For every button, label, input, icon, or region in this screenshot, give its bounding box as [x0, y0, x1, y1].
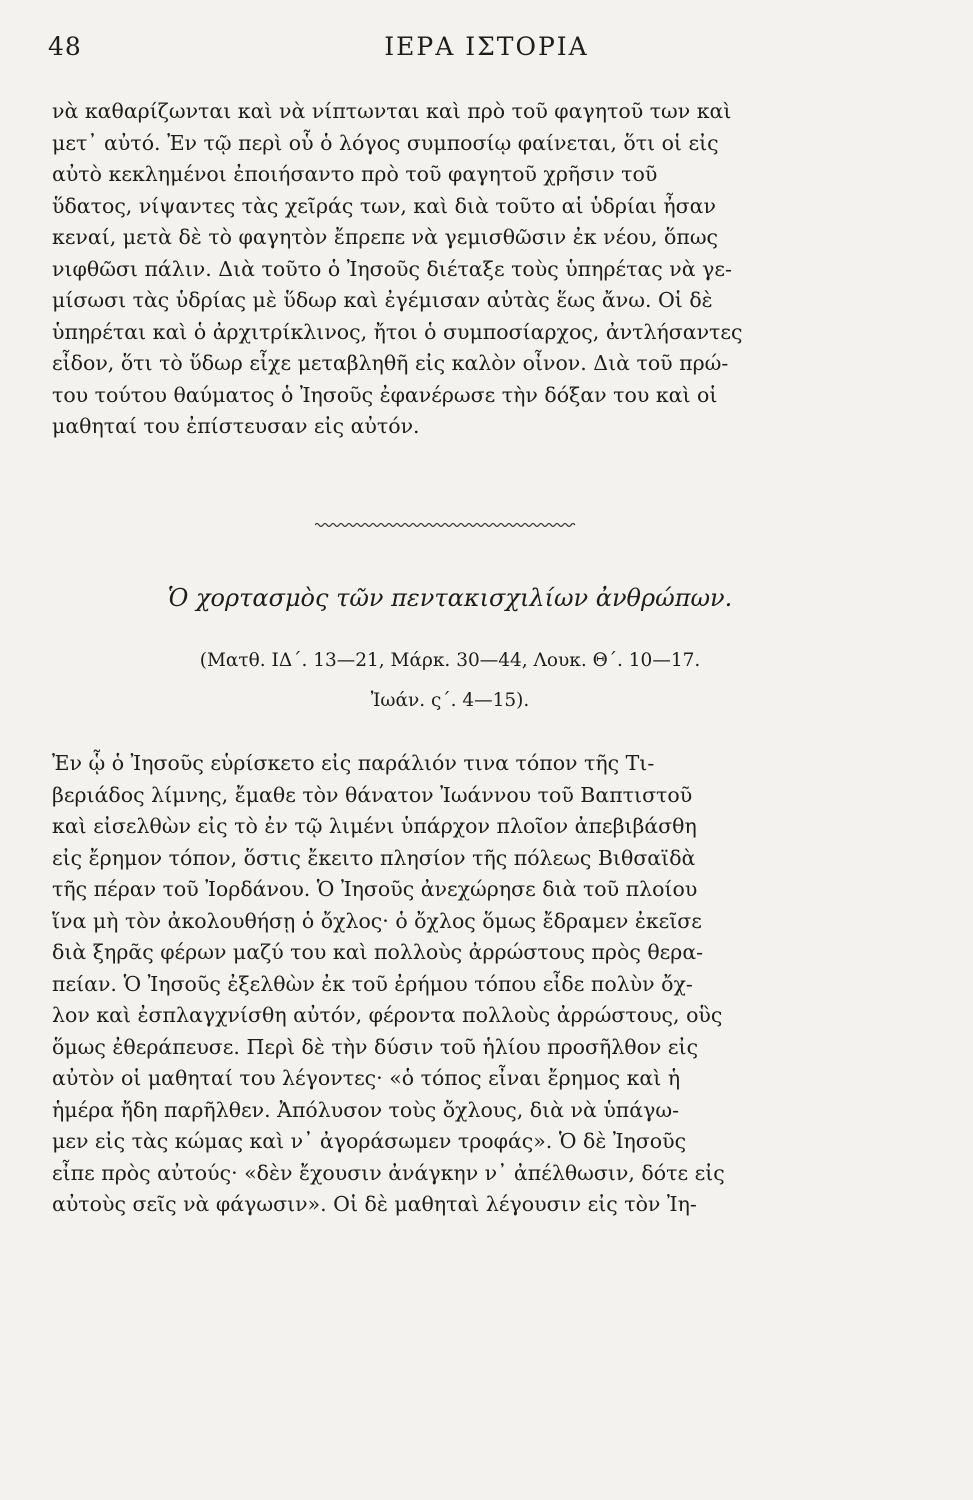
scripture-reference: (Ματθ. ΙΔ΄. 13—21, Μάρκ. 30—44, Λουκ. Θ΄. 10—17. — [199, 650, 701, 671]
paragraph-1 — [52, 96, 850, 443]
text-line: μεν εἰς τὰς κώμας καὶ ν᾽ ἀγοράσωμεν τροφάς». Ὁ δὲ Ἰησοῦς — [52, 1129, 687, 1153]
text-line: αὐτὸ κεκλημένοι ἐποιήσαντο πρὸ τοῦ φαγητοῦ χρῆσιν τοῦ — [52, 162, 658, 186]
text-line: Ἐν ᾧ ὁ Ἰησοῦς εὑρίσκετο εἰς παράλιόν τινα τόπον τῆς Τι- — [52, 751, 655, 775]
text-line: εἶδον, ὅτι τὸ ὕδωρ εἶχε μεταβληθῆ εἰς καλὸν οἶνον. Διὰ τοῦ πρώ- — [52, 351, 729, 375]
running-head: ΙΕΡΑ ΙΣΤΟΡΙΑ — [384, 32, 589, 61]
text-line: μετ᾽ αὐτό. Ἐν τῷ περὶ οὗ ὁ λόγος συμποσίῳ φαίνεται, ὅτι οἱ εἰς — [52, 130, 719, 155]
text-line: κεναί, μετὰ δὲ τὸ φαγητὸν ἔπρεπε νὰ γεμισθῶσιν ἐκ νέου, ὅπως — [52, 225, 719, 249]
wavy-divider — [315, 522, 577, 528]
text-line: λον καὶ ἐσπλαγχνίσθη αὐτόν, φέροντα πολλοὺς ἀρρώστους, οὓς — [52, 1003, 723, 1027]
text-line: βεριάδος λίμνης, ἔμαθε τὸν θάνατον Ἰωάννου τοῦ Βαπτιστοῦ — [52, 782, 693, 807]
text-line: ἡμέρα ἤδη παρῆλθεν. Ἀπόλυσον τοὺς ὄχλους, διὰ νὰ ὑπάγω- — [52, 1097, 680, 1122]
text-line: αὐτὸν οἱ μαθηταί του λέγοντες· «ὁ τόπος εἶναι ἔρημος καὶ ἡ — [52, 1066, 681, 1090]
text-line: διὰ ξηρᾶς φέρων μαζύ του καὶ πολλοὺς ἀρρώστους πρὸς θερα- — [52, 940, 704, 964]
text-line: ὑπηρέται καὶ ὁ ἀρχιτρίκλινος, ἤτοι ὁ συμποσίαρχος, ἀντλήσαντες — [52, 319, 743, 344]
text-line: του τούτου θαύματος ὁ Ἰησοῦς ἐφανέρωσε τὴν δόξαν του καὶ οἱ — [52, 382, 718, 407]
text-line: πείαν. Ὁ Ἰησοῦς ἐξελθὼν ἐκ τοῦ ἐρήμου τόπου εἶδε πολὺν ὄχ- — [52, 971, 693, 996]
text-line: νὰ καθαρίζωνται καὶ νὰ νίπτωνται καὶ πρὸ τοῦ φαγητοῦ των καὶ — [52, 99, 732, 123]
text-line: τῆς πέραν τοῦ Ἰορδάνου. Ὁ Ἰησοῦς ἀνεχώρησε διὰ τοῦ πλοίου — [52, 877, 698, 901]
paragraph-2 — [52, 748, 850, 1221]
scripture-reference: Ἰωάν. ς΄. 4—15). — [370, 690, 530, 711]
text-line: εἶπε πρὸς αὐτούς· «δὲν ἔχουσιν ἀνάγκην ν᾽ ἀπέλθωσιν, δότε εἰς — [52, 1160, 725, 1185]
text-line: μίσωσι τὰς ὑδρίας μὲ ὕδωρ καὶ ἐγέμισαν αὐτὰς ἕως ἄνω. Οἱ δὲ — [52, 288, 713, 312]
text-line: ἵνα μὴ τὸν ἀκολουθήσῃ ὁ ὄχλος· ὁ ὄχλος ὅμως ἔδραμεν ἐκεῖσε — [52, 908, 702, 933]
text-line: νιφθῶσι πάλιν. Διὰ τοῦτο ὁ Ἰησοῦς διέταξε τοὺς ὑπηρέτας νὰ γε- — [52, 256, 732, 281]
text-line: ὅμως ἐθεράπευσε. Περὶ δὲ τὴν δύσιν τοῦ ἡλίου προσῆλθον εἰς — [52, 1034, 699, 1059]
text-line: εἰς ἔρημον τόπον, ὅστις ἔκειτο πλησίον τῆς πόλεως Βιθσαϊδὰ — [52, 845, 696, 870]
text-line: αὐτοὺς σεῖς νὰ φάγωσιν». Οἱ δὲ μαθηταὶ λέγουσιν εἰς τὸν Ἰη- — [52, 1192, 697, 1216]
text-line: ὕδατος, νίψαντες τὰς χεῖράς των, καὶ διὰ τοῦτο αἱ ὑδρίαι ἦσαν — [52, 193, 716, 218]
text-line: καὶ εἰσελθὼν εἰς τὸ ἐν τῷ λιμένι ὑπάρχον πλοῖον ἀπεβιβάσθη — [52, 814, 697, 838]
section-title: Ὁ χορτασμὸς τῶν πεντακισχιλίων ἀνθρώπων. — [167, 584, 733, 612]
text-line: μαθηταί του ἐπίστευσαν εἰς αὐτόν. — [52, 414, 420, 438]
page-number: 48 — [48, 32, 82, 61]
